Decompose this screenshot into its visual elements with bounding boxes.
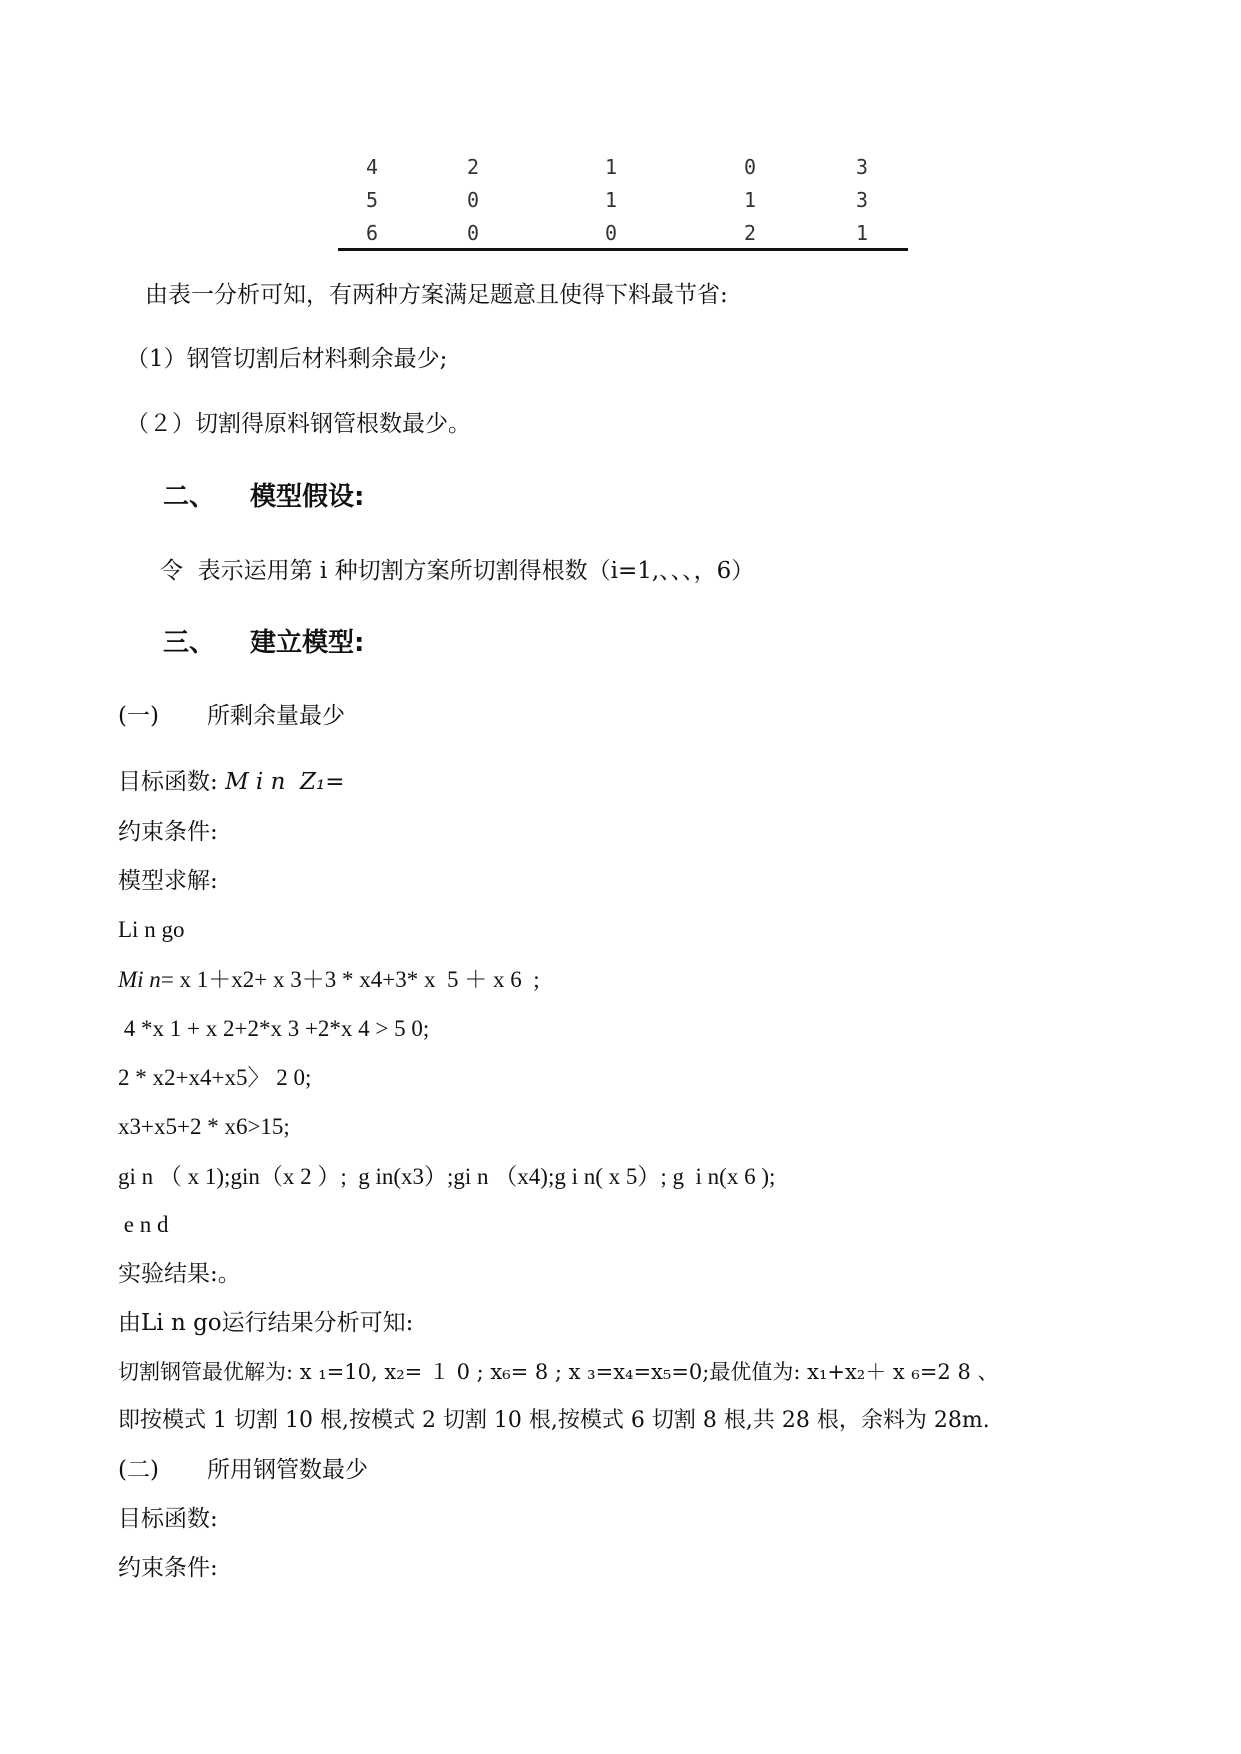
objective-code: = x 1＋x2+ x 3＋3 * x4+3* x 5 ＋ x 6 ;	[160, 967, 540, 992]
table-cell: 2	[466, 155, 480, 179]
table-row	[338, 152, 908, 182]
table-row	[338, 218, 908, 248]
part-2-title: 所用钢管数最少	[207, 1457, 368, 1483]
solve-label: 模型求解:	[118, 868, 218, 894]
section-3-number: 三、	[163, 628, 216, 658]
table-cell: 0	[743, 155, 757, 179]
analysis-option-1: （1）钢管切割后材料剩余最少;	[126, 346, 448, 372]
table-cell: 2	[743, 221, 757, 245]
table-cell: 6	[365, 221, 379, 245]
table-cell: 1	[855, 221, 869, 245]
part-1-number: (一)	[118, 703, 159, 729]
table-cell: 0	[466, 221, 480, 245]
lingo-code-line-4: x3+x5+2 * x6>15;	[118, 1114, 290, 1139]
constraints-label-2: 约束条件:	[118, 1555, 218, 1581]
table-cell: 3	[855, 155, 869, 179]
lingo-code-line-2: 4 *x 1 + x 2+2*x 3 +2*x 4 > 5 0;	[118, 1016, 430, 1041]
section-3-title: 建立模型:	[250, 628, 365, 658]
lingo-code-line-6: e n d	[118, 1212, 169, 1237]
result-analysis: 由Li n go运行结果分析可知:	[118, 1310, 414, 1336]
table-cell: 1	[604, 155, 618, 179]
table-cell: 1	[743, 188, 757, 212]
analysis-option-2: （２）切割得原料钢管根数最少。	[126, 411, 471, 437]
table-cell: 5	[365, 188, 379, 212]
cutting-plan-table	[338, 150, 908, 251]
result-label: 实验结果:。	[118, 1261, 241, 1287]
part-2-number: (二)	[118, 1457, 159, 1483]
lingo-code-line-1	[118, 966, 540, 994]
analysis-intro: 由表一分析可知，有两种方案满足题意且使得下料最节省:	[145, 282, 728, 308]
min-keyword: Mi n	[118, 967, 161, 992]
table-cell: 0	[466, 188, 480, 212]
lingo-label: Li n go	[118, 917, 185, 942]
lingo-code-line-5: gi n （ x 1);gin（x 2 ）; g in(x3）;gi n （x4);g i n( x 5）; g i n(x 6 );	[118, 1164, 776, 1189]
section-2-number: 二、	[163, 482, 216, 512]
assumption-text: 令 表示运用第 i 种切割方案所切割得根数（i=1,、、、，6）	[160, 558, 755, 584]
objective-function-line	[118, 768, 345, 796]
table-cell: 0	[604, 221, 618, 245]
lingo-code-line-3: 2 * x2+x4+x5〉 2 0;	[118, 1065, 312, 1090]
objective-label: 目标函数:	[118, 769, 226, 795]
solution-summary: 即按模式 1 切割 10 根,按模式 2 切割 10 根,按模式 6 切割 8 根,共 28 根，余料为 28m.	[118, 1408, 990, 1433]
table-cell: 4	[365, 155, 379, 179]
table-cell: 3	[855, 188, 869, 212]
optimal-solution: 切割钢管最优解为: x ₁=10, x₂= １ 0 ; x₆= 8 ; x ₃=x₄=x₅=0;最优值为: x₁+x₂＋ x ₆=2 8 、	[118, 1360, 999, 1384]
table-cell: 1	[604, 188, 618, 212]
objective-label-2: 目标函数:	[118, 1506, 218, 1532]
part-1-title: 所剩余量最少	[207, 703, 345, 729]
constraints-label: 约束条件:	[118, 819, 218, 845]
table-row	[338, 185, 908, 215]
section-2-title: 模型假设:	[250, 482, 365, 512]
objective-expression: M i n Z₁=	[225, 769, 345, 795]
